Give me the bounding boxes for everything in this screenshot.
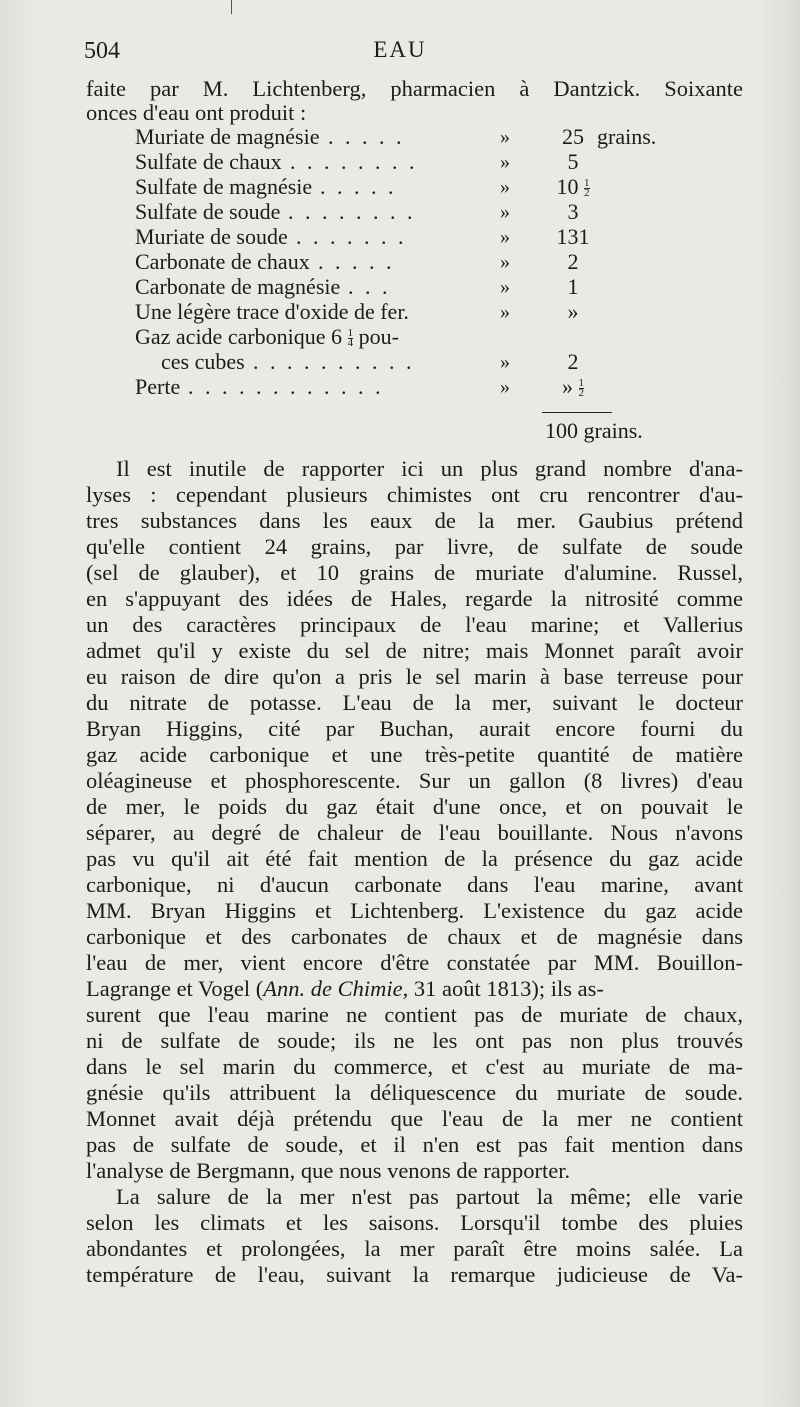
fraction-numerator: 1 — [584, 177, 590, 190]
ditto-mark: » — [500, 226, 510, 248]
text-line: selon les climats et les saisons. Lorsqu'il tombe des pluies — [86, 1210, 743, 1235]
name-fraction — [348, 329, 354, 348]
sum-rule — [542, 412, 612, 413]
fraction-numerator: 1 — [347, 327, 354, 340]
text-line: (sel de glauber), et 10 grains de muriate d'alumine. Russel, — [86, 560, 743, 585]
ditto-mark: » — [500, 351, 510, 373]
compound-name: Muriate de soude — [135, 224, 288, 249]
text-line: La salure de la mer n'est pas partout la même; elle varie — [116, 1184, 743, 1209]
ditto-mark: » — [500, 126, 510, 148]
text-line: en s'appuyant des idées de Hales, regarde la nitrosité comme — [86, 586, 743, 611]
table-total: 100 grains. — [545, 418, 643, 443]
compound-name: Sulfate de chaux — [135, 149, 282, 174]
leader-dots: . . . . . . . . . . — [253, 349, 415, 374]
text-line: abondantes et prolongées, la mer paraît être moins salée. La — [86, 1236, 743, 1261]
compound-name: Perte — [135, 374, 181, 399]
text-line: oléagineuse et phosphorescente. Sur un gallon (8 livres) d'eau — [86, 768, 743, 793]
ditto-mark: » — [500, 301, 510, 323]
page-number: 504 — [84, 38, 120, 64]
text-line: du nitrate de potasse. L'eau de la mer, suivant le docteur — [86, 690, 743, 715]
text-line: carbonique et des carbonates de chaux et de magnésie dans — [86, 924, 743, 949]
compound-name: Gaz acide carbonique 6 $\frac{1}{4}$ pou- — [135, 324, 399, 350]
fraction-denominator: 2 — [578, 387, 584, 400]
compound-name: Carbonate de chaux — [135, 249, 310, 274]
leader-dots: . . . . . . . . . . . . — [188, 374, 384, 399]
quantity-value: 2 — [567, 349, 579, 374]
quantity-value: 2 — [567, 249, 579, 274]
quantity-value: » — [567, 299, 579, 324]
citation-pre: Lagrange et Vogel ( — [86, 976, 264, 1001]
ditto-mark: » — [500, 276, 510, 298]
quantity-value: » $\frac{1}{2}$ — [562, 374, 584, 400]
compound-name: Sulfate de magnésie — [135, 174, 313, 199]
fraction-numerator: 1 — [578, 377, 584, 390]
leader-dots: . . . . . — [328, 124, 405, 149]
text-line: tres substances dans les eaux de la mer. Gaubius prétend — [86, 508, 743, 533]
quantity-value: 3 — [567, 199, 579, 224]
text-line: pas vu qu'il ait été fait mention de la présence du gaz acide — [86, 846, 743, 871]
leader-dots: . . . . . . . — [296, 224, 407, 249]
ditto-mark: » — [500, 376, 510, 398]
text-line: Monnet avait déjà prétendu que l'eau de la mer ne contient — [86, 1106, 743, 1131]
text-line: lyses : cependant plusieurs chimistes ont cru rencontrer d'au- — [86, 482, 743, 507]
leader-dots: . . . . . — [320, 174, 397, 199]
compound-name: Carbonate de magnésie — [135, 274, 341, 299]
quantity-value: 10 $\frac{1}{2}$ — [556, 174, 590, 200]
compound-name: Muriate de magnésie — [135, 124, 320, 149]
ditto-mark: » — [500, 251, 510, 273]
text-line: de mer, le poids du gaz était d'une once, et on pouvait le — [86, 794, 743, 819]
text-line: l'eau de mer, vient encore d'être constatée par MM. Bouillon- — [86, 950, 743, 975]
quantity-value: 25 — [562, 124, 584, 149]
text-line: surent que l'eau marine ne contient pas de muriate de chaux, — [86, 1002, 743, 1027]
leader-dots: . . . — [348, 274, 391, 299]
compound-name: ces cubes — [161, 349, 245, 374]
ditto-mark: » — [500, 151, 510, 173]
quantity-value: 1 — [567, 274, 579, 299]
text-line: un des caractères principaux de l'eau marine; et Vallerius — [86, 612, 743, 637]
leader-dots: . . . . . — [318, 249, 395, 274]
text-line: eu raison de dire qu'on a pris le sel marin à base terreuse pour — [86, 664, 743, 689]
fraction-denominator: 4 — [347, 337, 354, 350]
text-line: admet qu'il y existe du sel de nitre; mais Monnet paraît avoir — [86, 638, 743, 663]
text-line-citation — [86, 976, 743, 1002]
compound-name: Une légère trace d'oxide de fer. — [135, 299, 409, 324]
intro-line: onces d'eau ont produit : — [86, 100, 307, 125]
quantity-value: 131 — [556, 224, 590, 249]
intro-line: faite par M. Lichtenberg, pharmacien à Dantzick. Soixante — [86, 76, 743, 101]
leader-dots: . . . . . . . . — [288, 199, 416, 224]
text-line: pas de sulfate de soude, et il n'en est pas fait mention dans — [86, 1132, 743, 1157]
text-line: Bryan Higgins, cité par Buchan, aurait encore fourni du — [86, 716, 743, 741]
value-fraction — [584, 179, 590, 198]
text-line: gaz acide carbonique et une très-petite quantité de matière — [86, 742, 743, 767]
text-line: l'analyse de Bergmann, que nous venons de rapporter. — [86, 1158, 571, 1183]
quantity-unit: grains. — [597, 124, 657, 149]
ditto-mark: » — [500, 176, 510, 198]
text-line: séparer, au degré de chaleur de l'eau bouillante. Nous n'avons — [86, 820, 743, 845]
text-line: ni de sulfate de soude; ils ne les ont pas non plus trouvés — [86, 1028, 743, 1053]
text-line: MM. Bryan Higgins et Lichtenberg. L'existence du gaz acide — [86, 898, 743, 923]
ditto-mark: » — [500, 201, 510, 223]
leader-dots: . . . . . . . . — [290, 149, 418, 174]
text-line: gnésie qu'ils attribuent la déliquescence du muriate de soude. — [86, 1080, 743, 1105]
fraction-denominator: 2 — [584, 187, 590, 200]
text-line: Il est inutile de rapporter ici un plus grand nombre d'ana- — [116, 456, 743, 481]
text-line: température de l'eau, suivant la remarque judicieuse de Va- — [86, 1262, 743, 1287]
compound-name: Sulfate de soude — [135, 199, 281, 224]
citation-post: , 31 août 1813); ils as- — [402, 976, 604, 1001]
citation-journal: Ann. de Chimie — [263, 976, 403, 1001]
text-line: qu'elle contient 24 grains, par livre, de sulfate de soude — [86, 534, 743, 559]
value-fraction — [579, 379, 585, 398]
text-line: dans le sel marin du commerce, et c'est au muriate de ma- — [86, 1054, 743, 1079]
text-line: carbonique, ni d'aucun carbonate dans l'eau marine, avant — [86, 872, 743, 897]
quantity-value: 5 — [567, 149, 579, 174]
running-head: EAU — [373, 37, 427, 62]
scan-mark — [231, 0, 232, 14]
